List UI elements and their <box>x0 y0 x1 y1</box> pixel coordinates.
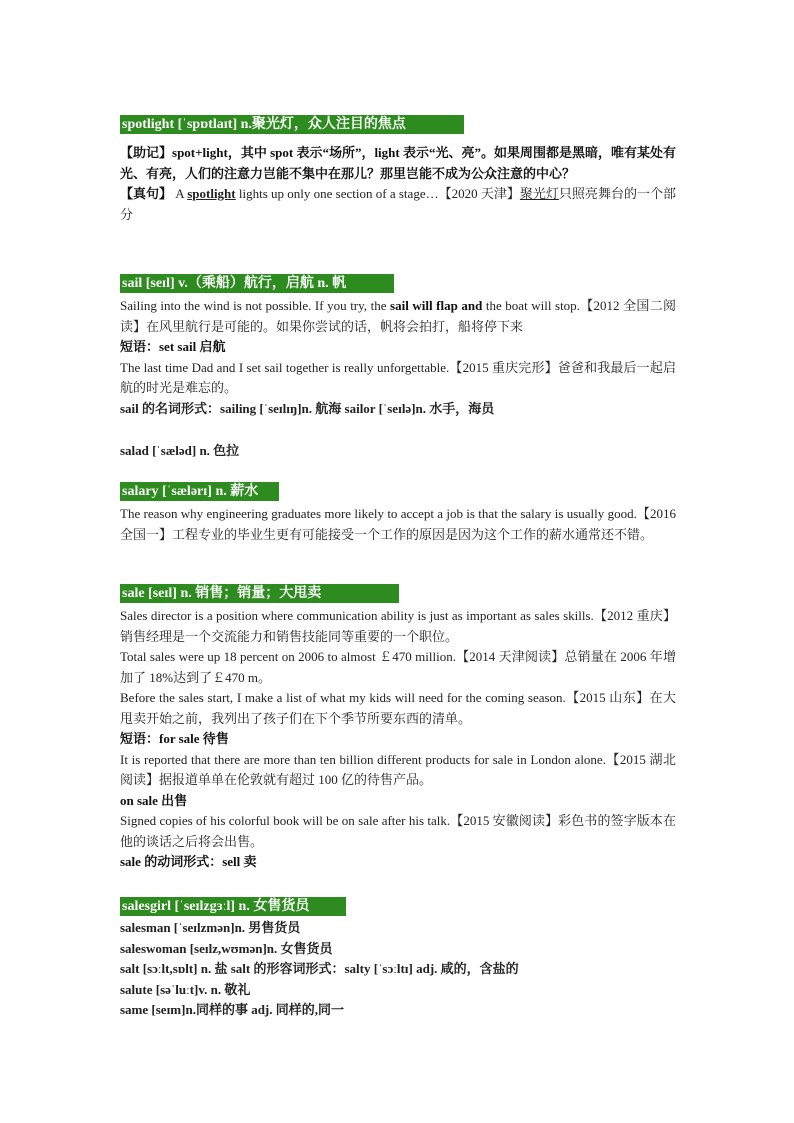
sale-phrase-2: on sale 出售 <box>120 792 188 808</box>
sale-example-2: Total sales were up 18 percent on 2006 to almost ￡470 million.【2014 天津阅读】总销量在 2006 年增加了 18%达到了￡470 m。 <box>120 649 676 685</box>
sail-example-1-bold: sail will flap and <box>390 298 483 313</box>
entry-sail <box>120 274 676 419</box>
sail-noun-form: sail 的名词形式：sailing [ˈseɪlɪŋ]n. 航海 sailor [ˈseɪlə]n. 水手，海员 <box>120 400 495 416</box>
entry-heading-spotlight: spotlight [ˈspɒtlaɪt] n.聚光灯，众人注目的焦点 <box>120 115 464 134</box>
mnemonic-text: spot+light，其中 spot 表示“场所”，light 表示“光、亮”。如果周围都是黑暗，唯有某处有光、有亮，人们的注意力岂能不集中在那儿？那里岂能不成为公众注意的中心？ <box>120 145 676 181</box>
sail-example-1-pre: Sailing into the wind is not possible. If you try, the <box>120 298 391 313</box>
list-item-same: same [seɪm]n.同样的事 adj. 同样的,同一 <box>120 1002 345 1017</box>
example-word: spotlight <box>187 186 236 201</box>
sale-verb-form: sale 的动词形式：sell 卖 <box>120 854 257 869</box>
example-label: 【真句】 <box>120 186 173 201</box>
example-pre: A <box>172 186 188 201</box>
sale-example-1: Sales director is a position where communication ability is just as important as sales skills.【2012 重庆】销售经理是一个交流能力和销售技能同等重要的一个职位。 <box>120 608 676 644</box>
mnemonic-paragraph <box>120 143 676 184</box>
list-item-salt: salt [sɔːlt,sɒlt] n. 盐 salt 的形容词形式：salty [ˈsɔːltɪ] adj. 咸的，含盐的 <box>120 961 519 976</box>
entry-heading-salary: salary [ˈsælərɪ] n. 薪水 <box>120 482 279 501</box>
entry-heading-sale: sale [seɪl] n. 销售；销量；大甩卖 <box>120 584 399 603</box>
entry-sale <box>120 584 676 873</box>
example-cn-post: 只照亮舞台的一个部分 <box>120 186 676 222</box>
entry-salad <box>120 441 676 462</box>
sale-phrase-1: 短语：for sale 待售 <box>120 731 229 746</box>
sale-example-3: Before the sales start, I make a list of what my kids will need for the coming season.【2015 山东】在大甩卖开始之前，我列出了孩子们在下个季节所要东西的清单。 <box>120 690 676 726</box>
entry-heading-salesgirl: salesgirl [ˈseɪlzgɜːl] n. 女售货员 <box>120 897 346 916</box>
sail-example-1-post: the boat will stop.【2012 全国二阅读】在风里航行是可能的。如果你尝试的话，帆将会拍打，船将停下来 <box>120 298 676 334</box>
list-item-saleswoman: saleswoman [seɪlz,wʊmən]n. 女售货员 <box>120 940 333 956</box>
list-item-salute: salute [səˈluːt]v. n. 敬礼 <box>120 981 251 997</box>
example-cn-word: 聚光灯 <box>519 186 559 201</box>
sail-phrase: 短语：set sail 启航 <box>120 339 226 354</box>
list-item-salesman: salesman [ˈseɪlzmən]n. 男售货员 <box>120 920 301 935</box>
sail-example-1 <box>120 296 676 337</box>
mnemonic-label: 【助记】 <box>120 145 173 160</box>
entry-heading-sail: sail [seɪl] v.（乘船）航行，启航 n. 帆 <box>120 274 394 293</box>
salary-example: The reason why engineering graduates more likely to accept a job is that the salary is usually good.【2016 全国一】工程专业的毕业生更有可能接受一个工作的原因是因为这个工作的薪水通常还不错。 <box>120 506 676 542</box>
sail-example-2: The last time Dad and I set sail together is really unforgettable.【2015 重庆完形】爸爸和我最后一起启航的时光是难忘的。 <box>120 359 676 395</box>
example-paragraph <box>120 184 676 225</box>
entry-salesgirl <box>120 897 676 1021</box>
sale-example-4: It is reported that there are more than ten billion different products for sale in London alone.【2015 湖北阅读】据报道单单在伦敦就有超过 100 亿的待售产品。 <box>120 751 676 787</box>
example-post: lights up only one section of a stage…【2020 天津】 <box>235 186 520 201</box>
salad-line: salad [ˈsæləd] n. 色拉 <box>120 443 240 458</box>
entry-salary <box>120 482 676 545</box>
entry-spotlight <box>120 115 676 225</box>
sale-example-5: Signed copies of his colorful book will be on sale after his talk.【2015 安徽阅读】彩色书的签字版本在他的谈话之后将会出售。 <box>120 813 676 849</box>
